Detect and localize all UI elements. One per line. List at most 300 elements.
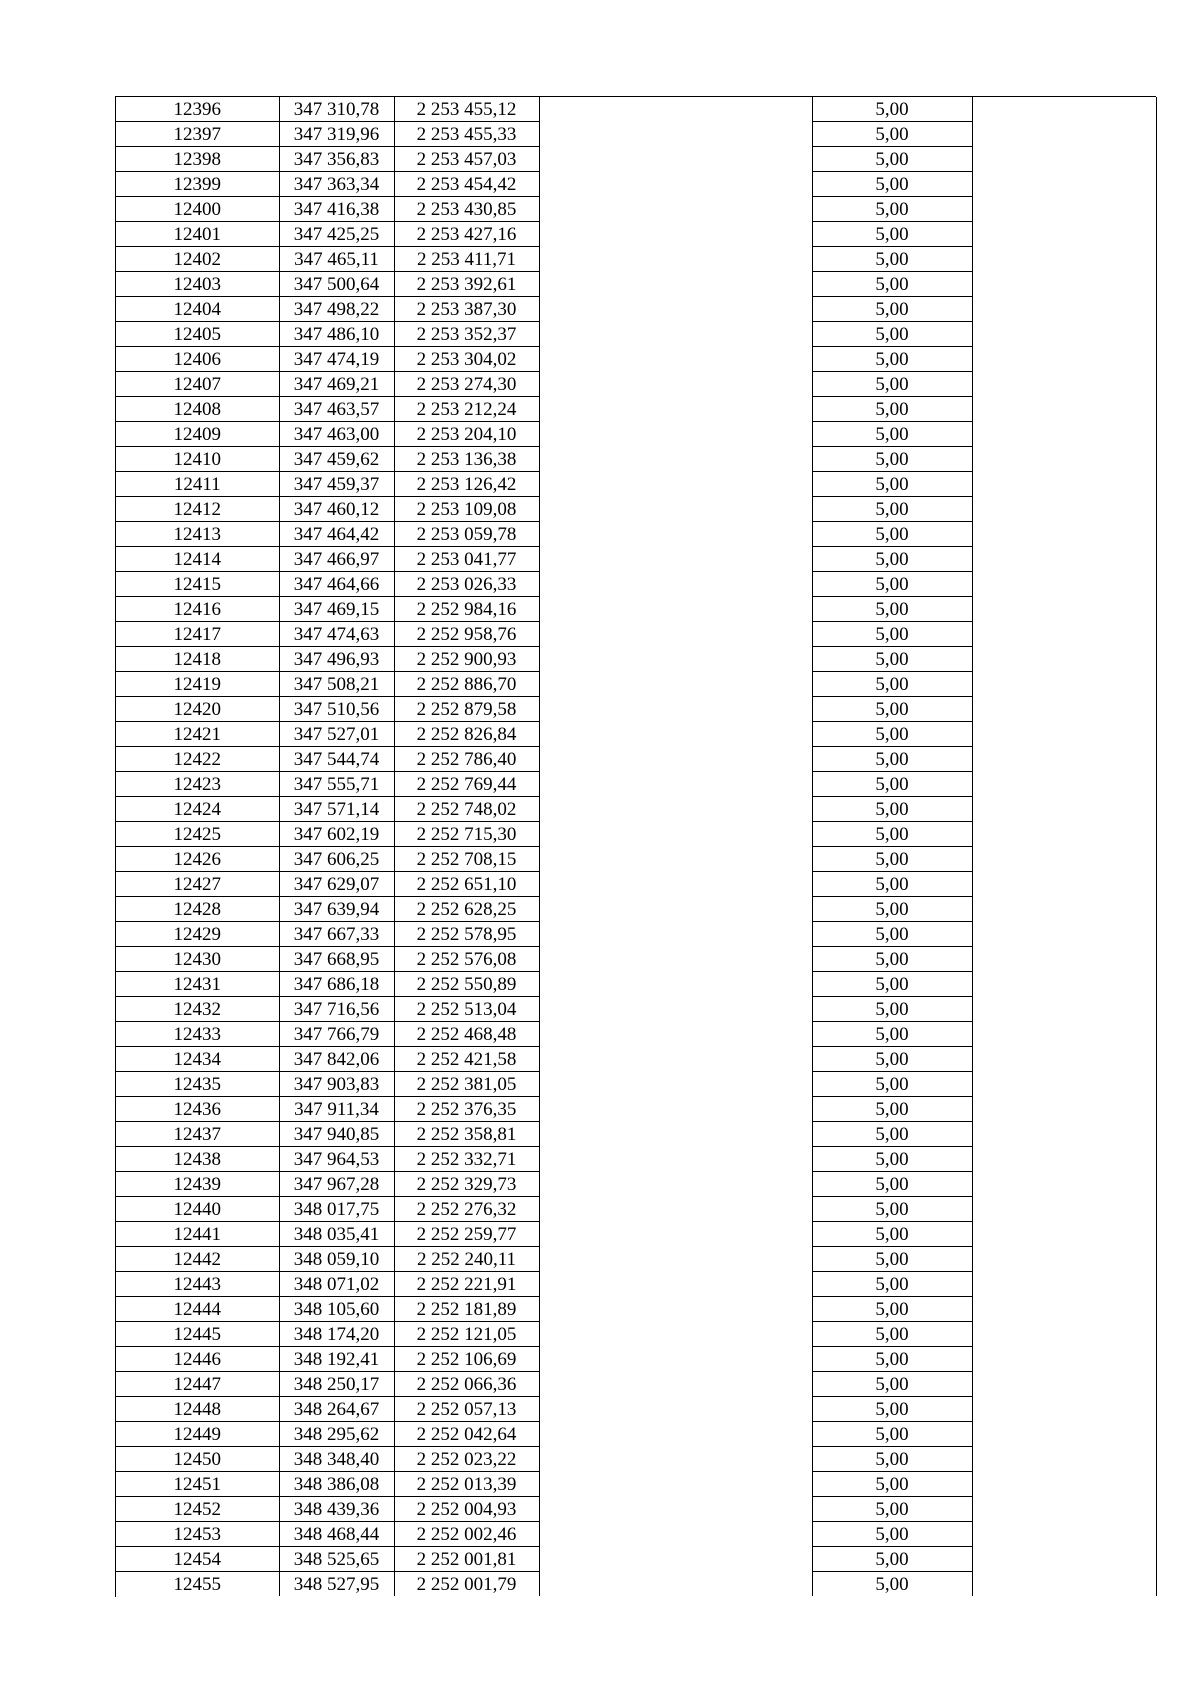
value-cell: 5,00: [812, 497, 972, 522]
empty-cell: [539, 272, 812, 297]
y-coordinate-cell: 2 252 886,70: [394, 672, 539, 697]
empty-cell: [972, 847, 1156, 872]
coordinates-table: [116, 97, 1157, 1596]
x-coordinate-cell: 348 525,65: [279, 1547, 394, 1572]
table-row: [116, 1372, 1156, 1397]
point-number-cell: 12418: [116, 647, 279, 672]
table-row: [116, 847, 1156, 872]
empty-cell: [972, 1297, 1156, 1322]
table-row: [116, 922, 1156, 947]
value-cell: 5,00: [812, 122, 972, 147]
y-coordinate-cell: 2 252 786,40: [394, 747, 539, 772]
point-number-cell: 12446: [116, 1347, 279, 1372]
y-coordinate-cell: 2 253 041,77: [394, 547, 539, 572]
y-coordinate-cell: 2 252 001,79: [394, 1572, 539, 1597]
value-cell: 5,00: [812, 672, 972, 697]
y-coordinate-cell: 2 252 576,08: [394, 947, 539, 972]
empty-cell: [539, 322, 812, 347]
x-coordinate-cell: 348 174,20: [279, 1322, 394, 1347]
x-coordinate-cell: 348 295,62: [279, 1422, 394, 1447]
value-cell: 5,00: [812, 922, 972, 947]
empty-cell: [972, 222, 1156, 247]
empty-cell: [972, 622, 1156, 647]
value-cell: 5,00: [812, 1297, 972, 1322]
empty-cell: [539, 1022, 812, 1047]
y-coordinate-cell: 2 252 042,64: [394, 1422, 539, 1447]
value-cell: 5,00: [812, 972, 972, 997]
point-number-cell: 12440: [116, 1197, 279, 1222]
value-cell: 5,00: [812, 1422, 972, 1447]
x-coordinate-cell: 347 571,14: [279, 797, 394, 822]
empty-cell: [539, 1347, 812, 1372]
y-coordinate-cell: 2 253 126,42: [394, 472, 539, 497]
y-coordinate-cell: 2 252 578,95: [394, 922, 539, 947]
empty-cell: [972, 1522, 1156, 1547]
y-coordinate-cell: 2 252 106,69: [394, 1347, 539, 1372]
empty-cell: [539, 197, 812, 222]
point-number-cell: 12445: [116, 1322, 279, 1347]
x-coordinate-cell: 348 348,40: [279, 1447, 394, 1472]
empty-cell: [972, 797, 1156, 822]
x-coordinate-cell: 347 460,12: [279, 497, 394, 522]
empty-cell: [972, 897, 1156, 922]
point-number-cell: 12439: [116, 1172, 279, 1197]
table-row: [116, 1572, 1156, 1597]
empty-cell: [972, 172, 1156, 197]
point-number-cell: 12399: [116, 172, 279, 197]
point-number-cell: 12398: [116, 147, 279, 172]
table-row: [116, 672, 1156, 697]
x-coordinate-cell: 347 463,00: [279, 422, 394, 447]
y-coordinate-cell: 2 253 059,78: [394, 522, 539, 547]
empty-cell: [972, 997, 1156, 1022]
y-coordinate-cell: 2 252 259,77: [394, 1222, 539, 1247]
value-cell: 5,00: [812, 822, 972, 847]
empty-cell: [972, 1197, 1156, 1222]
x-coordinate-cell: 347 667,33: [279, 922, 394, 947]
value-cell: 5,00: [812, 997, 972, 1022]
empty-cell: [539, 422, 812, 447]
table-row: [116, 622, 1156, 647]
point-number-cell: 12432: [116, 997, 279, 1022]
value-cell: 5,00: [812, 147, 972, 172]
y-coordinate-cell: 2 252 329,73: [394, 1172, 539, 1197]
value-cell: 5,00: [812, 1497, 972, 1522]
value-cell: 5,00: [812, 1547, 972, 1572]
y-coordinate-cell: 2 253 136,38: [394, 447, 539, 472]
point-number-cell: 12408: [116, 397, 279, 422]
y-coordinate-cell: 2 252 879,58: [394, 697, 539, 722]
empty-cell: [539, 172, 812, 197]
x-coordinate-cell: 348 017,75: [279, 1197, 394, 1222]
value-cell: 5,00: [812, 647, 972, 672]
empty-cell: [539, 1497, 812, 1522]
empty-cell: [972, 1097, 1156, 1122]
x-coordinate-cell: 348 264,67: [279, 1397, 394, 1422]
x-coordinate-cell: 347 319,96: [279, 122, 394, 147]
value-cell: 5,00: [812, 197, 972, 222]
point-number-cell: 12401: [116, 222, 279, 247]
empty-cell: [972, 1372, 1156, 1397]
point-number-cell: 12423: [116, 772, 279, 797]
empty-cell: [972, 1047, 1156, 1072]
x-coordinate-cell: 347 964,53: [279, 1147, 394, 1172]
point-number-cell: 12419: [116, 672, 279, 697]
table-row: [116, 347, 1156, 372]
value-cell: 5,00: [812, 1122, 972, 1147]
y-coordinate-cell: 2 252 240,11: [394, 1247, 539, 1272]
empty-cell: [972, 322, 1156, 347]
table-row: [116, 747, 1156, 772]
empty-cell: [972, 1397, 1156, 1422]
empty-cell: [539, 847, 812, 872]
value-cell: 5,00: [812, 522, 972, 547]
x-coordinate-cell: 347 629,07: [279, 872, 394, 897]
empty-cell: [972, 272, 1156, 297]
table-row: [116, 1122, 1156, 1147]
empty-cell: [539, 572, 812, 597]
point-number-cell: 12438: [116, 1147, 279, 1172]
point-number-cell: 12434: [116, 1047, 279, 1072]
x-coordinate-cell: 347 639,94: [279, 897, 394, 922]
table-row: [116, 1022, 1156, 1047]
empty-cell: [972, 397, 1156, 422]
y-coordinate-cell: 2 253 026,33: [394, 572, 539, 597]
empty-cell: [539, 1122, 812, 1147]
empty-cell: [972, 1447, 1156, 1472]
point-number-cell: 12449: [116, 1422, 279, 1447]
empty-cell: [539, 1472, 812, 1497]
x-coordinate-cell: 347 498,22: [279, 297, 394, 322]
y-coordinate-cell: 2 252 708,15: [394, 847, 539, 872]
value-cell: 5,00: [812, 1347, 972, 1372]
y-coordinate-cell: 2 252 900,93: [394, 647, 539, 672]
table-row: [116, 872, 1156, 897]
table-row: [116, 197, 1156, 222]
x-coordinate-cell: 347 464,42: [279, 522, 394, 547]
y-coordinate-cell: 2 252 651,10: [394, 872, 539, 897]
value-cell: 5,00: [812, 247, 972, 272]
table-row: [116, 172, 1156, 197]
table-row: [116, 297, 1156, 322]
empty-cell: [539, 1522, 812, 1547]
table-row: [116, 397, 1156, 422]
empty-cell: [539, 1422, 812, 1447]
x-coordinate-cell: 347 602,19: [279, 822, 394, 847]
y-coordinate-cell: 2 252 004,93: [394, 1497, 539, 1522]
point-number-cell: 12455: [116, 1572, 279, 1597]
empty-cell: [539, 747, 812, 772]
table-row: [116, 222, 1156, 247]
table-row: [116, 1547, 1156, 1572]
empty-cell: [539, 472, 812, 497]
empty-cell: [972, 122, 1156, 147]
y-coordinate-cell: 2 252 376,35: [394, 1097, 539, 1122]
x-coordinate-cell: 347 716,56: [279, 997, 394, 1022]
y-coordinate-cell: 2 252 221,91: [394, 1272, 539, 1297]
table-row: [116, 772, 1156, 797]
point-number-cell: 12435: [116, 1072, 279, 1097]
y-coordinate-cell: 2 252 066,36: [394, 1372, 539, 1397]
point-number-cell: 12448: [116, 1397, 279, 1422]
y-coordinate-cell: 2 252 826,84: [394, 722, 539, 747]
x-coordinate-cell: 347 686,18: [279, 972, 394, 997]
x-coordinate-cell: 347 766,79: [279, 1022, 394, 1047]
x-coordinate-cell: 347 527,01: [279, 722, 394, 747]
point-number-cell: 12405: [116, 322, 279, 347]
y-coordinate-cell: 2 252 121,05: [394, 1322, 539, 1347]
table-row: [116, 1247, 1156, 1272]
value-cell: 5,00: [812, 597, 972, 622]
y-coordinate-cell: 2 252 276,32: [394, 1197, 539, 1222]
empty-cell: [539, 1247, 812, 1272]
point-number-cell: 12402: [116, 247, 279, 272]
value-cell: 5,00: [812, 1372, 972, 1397]
x-coordinate-cell: 348 386,08: [279, 1472, 394, 1497]
y-coordinate-cell: 2 252 001,81: [394, 1547, 539, 1572]
empty-cell: [972, 747, 1156, 772]
point-number-cell: 12443: [116, 1272, 279, 1297]
y-coordinate-cell: 2 252 057,13: [394, 1397, 539, 1422]
point-number-cell: 12428: [116, 897, 279, 922]
empty-cell: [539, 522, 812, 547]
value-cell: 5,00: [812, 447, 972, 472]
value-cell: 5,00: [812, 622, 972, 647]
value-cell: 5,00: [812, 697, 972, 722]
empty-cell: [539, 647, 812, 672]
table-row: [116, 372, 1156, 397]
y-coordinate-cell: 2 253 427,16: [394, 222, 539, 247]
empty-cell: [539, 972, 812, 997]
point-number-cell: 12426: [116, 847, 279, 872]
y-coordinate-cell: 2 252 332,71: [394, 1147, 539, 1172]
x-coordinate-cell: 348 192,41: [279, 1347, 394, 1372]
value-cell: 5,00: [812, 1572, 972, 1597]
empty-cell: [972, 522, 1156, 547]
point-number-cell: 12430: [116, 947, 279, 972]
value-cell: 5,00: [812, 1522, 972, 1547]
value-cell: 5,00: [812, 422, 972, 447]
value-cell: 5,00: [812, 747, 972, 772]
point-number-cell: 12396: [116, 97, 279, 122]
table-row: [116, 522, 1156, 547]
x-coordinate-cell: 347 544,74: [279, 747, 394, 772]
value-cell: 5,00: [812, 547, 972, 572]
point-number-cell: 12416: [116, 597, 279, 622]
x-coordinate-cell: 348 468,44: [279, 1522, 394, 1547]
empty-cell: [972, 197, 1156, 222]
empty-cell: [972, 472, 1156, 497]
y-coordinate-cell: 2 253 392,61: [394, 272, 539, 297]
value-cell: 5,00: [812, 947, 972, 972]
value-cell: 5,00: [812, 1397, 972, 1422]
empty-cell: [539, 597, 812, 622]
x-coordinate-cell: 347 486,10: [279, 322, 394, 347]
empty-cell: [972, 1497, 1156, 1522]
empty-cell: [972, 872, 1156, 897]
empty-cell: [539, 797, 812, 822]
y-coordinate-cell: 2 253 204,10: [394, 422, 539, 447]
value-cell: 5,00: [812, 722, 972, 747]
value-cell: 5,00: [812, 1272, 972, 1297]
empty-cell: [539, 1397, 812, 1422]
table-row: [116, 1347, 1156, 1372]
value-cell: 5,00: [812, 347, 972, 372]
y-coordinate-cell: 2 253 212,24: [394, 397, 539, 422]
table-row: [116, 497, 1156, 522]
y-coordinate-cell: 2 252 748,02: [394, 797, 539, 822]
table-row: [116, 1522, 1156, 1547]
table-row: [116, 1147, 1156, 1172]
empty-cell: [972, 147, 1156, 172]
empty-cell: [972, 1472, 1156, 1497]
empty-cell: [972, 572, 1156, 597]
point-number-cell: 12436: [116, 1097, 279, 1122]
table-row: [116, 822, 1156, 847]
empty-cell: [972, 1347, 1156, 1372]
empty-cell: [539, 897, 812, 922]
value-cell: 5,00: [812, 1172, 972, 1197]
x-coordinate-cell: 348 527,95: [279, 1572, 394, 1597]
x-coordinate-cell: 347 356,83: [279, 147, 394, 172]
point-number-cell: 12427: [116, 872, 279, 897]
table-row: [116, 1272, 1156, 1297]
empty-cell: [539, 1322, 812, 1347]
point-number-cell: 12407: [116, 372, 279, 397]
empty-cell: [972, 1122, 1156, 1147]
table-row: [116, 1472, 1156, 1497]
value-cell: 5,00: [812, 1322, 972, 1347]
y-coordinate-cell: 2 252 769,44: [394, 772, 539, 797]
value-cell: 5,00: [812, 797, 972, 822]
value-cell: 5,00: [812, 1022, 972, 1047]
y-coordinate-cell: 2 252 550,89: [394, 972, 539, 997]
point-number-cell: 12452: [116, 1497, 279, 1522]
table-row: [116, 897, 1156, 922]
x-coordinate-cell: 347 555,71: [279, 772, 394, 797]
empty-cell: [539, 922, 812, 947]
table-row: [116, 697, 1156, 722]
empty-cell: [539, 772, 812, 797]
x-coordinate-cell: 347 940,85: [279, 1122, 394, 1147]
empty-cell: [972, 372, 1156, 397]
empty-cell: [972, 1172, 1156, 1197]
x-coordinate-cell: 347 469,15: [279, 597, 394, 622]
table-row: [116, 947, 1156, 972]
empty-cell: [539, 297, 812, 322]
table-row: [116, 1172, 1156, 1197]
point-number-cell: 12431: [116, 972, 279, 997]
table-row: [116, 97, 1156, 122]
value-cell: 5,00: [812, 222, 972, 247]
value-cell: 5,00: [812, 1147, 972, 1172]
x-coordinate-cell: 347 469,21: [279, 372, 394, 397]
empty-cell: [539, 347, 812, 372]
table-row: [116, 647, 1156, 672]
empty-cell: [539, 222, 812, 247]
table-row: [116, 797, 1156, 822]
empty-cell: [539, 1547, 812, 1572]
x-coordinate-cell: 347 416,38: [279, 197, 394, 222]
empty-cell: [972, 697, 1156, 722]
y-coordinate-cell: 2 252 023,22: [394, 1447, 539, 1472]
table-row: [116, 722, 1156, 747]
point-number-cell: 12454: [116, 1547, 279, 1572]
y-coordinate-cell: 2 253 387,30: [394, 297, 539, 322]
point-number-cell: 12404: [116, 297, 279, 322]
value-cell: 5,00: [812, 772, 972, 797]
point-number-cell: 12406: [116, 347, 279, 372]
empty-cell: [972, 447, 1156, 472]
point-number-cell: 12442: [116, 1247, 279, 1272]
x-coordinate-cell: 347 463,57: [279, 397, 394, 422]
value-cell: 5,00: [812, 397, 972, 422]
empty-cell: [972, 947, 1156, 972]
table-row: [116, 1297, 1156, 1322]
x-coordinate-cell: 347 459,62: [279, 447, 394, 472]
empty-cell: [972, 1272, 1156, 1297]
value-cell: 5,00: [812, 322, 972, 347]
empty-cell: [972, 1222, 1156, 1247]
table-row: [116, 322, 1156, 347]
x-coordinate-cell: 347 310,78: [279, 97, 394, 122]
table-row: [116, 547, 1156, 572]
table-row: [116, 1072, 1156, 1097]
empty-cell: [972, 672, 1156, 697]
value-cell: 5,00: [812, 272, 972, 297]
y-coordinate-cell: 2 252 958,76: [394, 622, 539, 647]
table-row: [116, 147, 1156, 172]
x-coordinate-cell: 347 903,83: [279, 1072, 394, 1097]
table-row: [116, 1497, 1156, 1522]
table-row: [116, 1222, 1156, 1247]
x-coordinate-cell: 348 105,60: [279, 1297, 394, 1322]
table-row: [116, 1097, 1156, 1122]
empty-cell: [972, 1247, 1156, 1272]
coordinates-table-page: [115, 96, 1156, 1597]
table-row: [116, 447, 1156, 472]
empty-cell: [539, 1372, 812, 1397]
empty-cell: [539, 1297, 812, 1322]
table-row: [116, 1397, 1156, 1422]
empty-cell: [972, 247, 1156, 272]
empty-cell: [539, 697, 812, 722]
y-coordinate-cell: 2 252 628,25: [394, 897, 539, 922]
y-coordinate-cell: 2 253 455,12: [394, 97, 539, 122]
table-row: [116, 1422, 1156, 1447]
x-coordinate-cell: 347 466,97: [279, 547, 394, 572]
empty-cell: [539, 872, 812, 897]
value-cell: 5,00: [812, 1472, 972, 1497]
empty-cell: [972, 1072, 1156, 1097]
empty-cell: [539, 1197, 812, 1222]
y-coordinate-cell: 2 253 411,71: [394, 247, 539, 272]
empty-cell: [539, 1172, 812, 1197]
point-number-cell: 12437: [116, 1122, 279, 1147]
point-number-cell: 12410: [116, 447, 279, 472]
x-coordinate-cell: 347 425,25: [279, 222, 394, 247]
empty-cell: [539, 122, 812, 147]
empty-cell: [539, 1222, 812, 1247]
x-coordinate-cell: 348 439,36: [279, 1497, 394, 1522]
empty-cell: [972, 1547, 1156, 1572]
value-cell: 5,00: [812, 1197, 972, 1222]
x-coordinate-cell: 347 363,34: [279, 172, 394, 197]
x-coordinate-cell: 347 510,56: [279, 697, 394, 722]
value-cell: 5,00: [812, 1072, 972, 1097]
x-coordinate-cell: 347 911,34: [279, 1097, 394, 1122]
table-row: [116, 1447, 1156, 1472]
